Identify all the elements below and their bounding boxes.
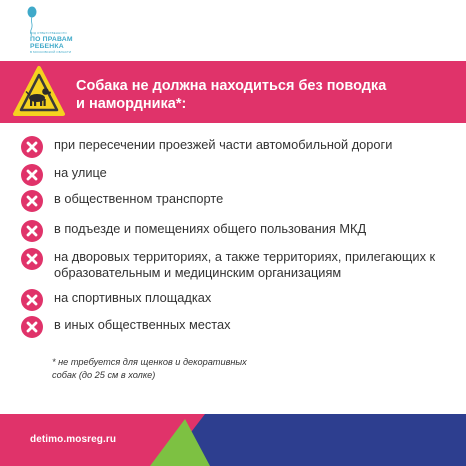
x-circle-icon	[20, 315, 44, 339]
x-circle-icon	[20, 288, 44, 312]
x-circle-icon	[20, 247, 44, 271]
footnote	[52, 356, 352, 381]
site-url[interactable]: detimo.mosreg.ru	[30, 434, 117, 445]
x-circle-icon	[20, 163, 44, 187]
list-item-text: на дворовых территориях, а также территориях, прилегающих к образовательным и медицинским организациям	[54, 249, 436, 280]
logo-line-4: В МОСКОВСКОЙ ОБЛАСТИ	[30, 50, 72, 55]
footnote-line-1: * не требуется для щенков и декоративных	[52, 357, 247, 367]
logo	[24, 6, 124, 54]
warning-dog-sign-icon	[12, 64, 66, 118]
banner-title-line-1: Собака не должна находиться без поводка	[76, 78, 387, 94]
x-circle-icon	[20, 189, 44, 213]
list-item-text: на спортивных площадках	[54, 290, 212, 305]
list-item-text: в общественном транспорте	[54, 191, 224, 206]
list-item-text: в иных общественных местах	[54, 317, 231, 332]
logo-line-3: РЕБЕНКА	[30, 43, 64, 51]
banner-title-line-2: и намордника*:	[76, 96, 187, 112]
banner-title	[76, 77, 456, 113]
logo-text	[30, 32, 73, 55]
list-item-text: при пересечении проезжей части автомобильной дороги	[54, 137, 393, 152]
list-item-text: на улице	[54, 165, 107, 180]
logo-line-2: ПО ПРАВАМ	[30, 36, 73, 43]
footnote-line-2: собак (до 25 см в холке)	[52, 369, 156, 380]
logo-line-1: ГОД ОТВЕТСТВЕННОГО	[30, 31, 67, 35]
list-item-text: в подъезде и помещениях общего пользования МКД	[54, 221, 367, 236]
x-circle-icon	[20, 135, 44, 159]
x-circle-icon	[20, 219, 44, 243]
